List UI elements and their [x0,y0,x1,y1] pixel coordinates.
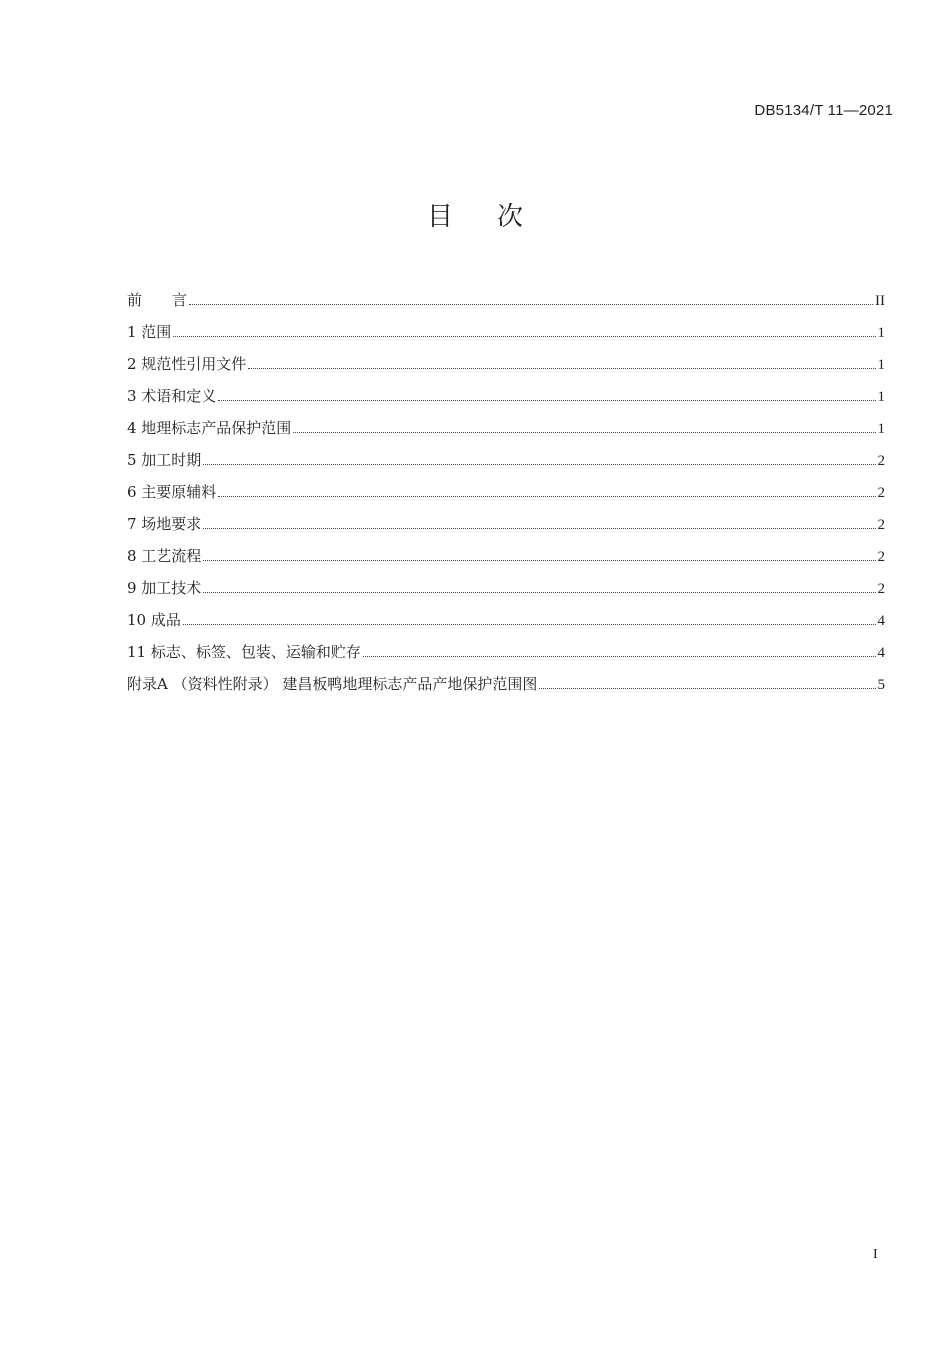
page-number: I [873,1247,878,1262]
toc-entry-page: 2 [877,453,885,469]
toc-entry[interactable] [127,374,885,406]
dot-leader [203,528,875,529]
toc-entry-label: 2 规范性引用文件 [127,355,247,373]
dot-leader [293,432,875,433]
toc-entry-page: 4 [877,645,885,661]
dot-leader [539,688,875,689]
toc-entry-page: 2 [877,485,885,501]
toc-entry-label: 7 场地要求 [127,515,202,533]
toc-entry[interactable] [127,438,885,470]
toc-entry-label: 5 加工时期 [127,451,202,469]
dot-leader [218,496,875,497]
toc-entry[interactable] [127,662,885,694]
toc-entry[interactable] [127,278,885,310]
toc-entry-label: 附录A （资料性附录） 建昌板鸭地理标志产品产地保护范围图 [127,675,538,693]
toc-entry-label: 前 言 [127,291,188,309]
toc-entry-label: 4 地理标志产品保护范围 [127,419,292,437]
toc-entry[interactable] [127,566,885,598]
toc-entry-page: 1 [877,325,885,341]
dot-leader [203,464,875,465]
toc-entry[interactable] [127,502,885,534]
toc-entry-page: 5 [877,677,885,693]
toc-entry[interactable] [127,342,885,374]
toc-entry[interactable] [127,598,885,630]
page-title: 目次 [426,202,567,232]
dot-leader [189,304,873,305]
toc-entry-label: 9 加工技术 [127,579,202,597]
toc-entry-page: 1 [877,357,885,373]
toc-entry[interactable] [127,534,885,566]
toc-entry-label: 3 术语和定义 [127,387,217,405]
toc-entry-page: II [875,293,885,309]
dot-leader [363,656,876,657]
toc-entry[interactable] [127,630,885,662]
toc-entry[interactable] [127,470,885,502]
toc-entry-label: 11 标志、标签、包装、运输和贮存 [127,643,361,661]
dot-leader [248,368,875,369]
toc-entry-page: 4 [877,613,885,629]
dot-leader [203,592,875,593]
toc-entry-label: 8 工艺流程 [127,547,202,565]
toc-entry-label: 1 范围 [127,323,172,341]
dot-leader [203,560,875,561]
toc-entry-page: 2 [877,581,885,597]
toc-entry-page: 1 [877,421,885,437]
toc-entry-page: 1 [877,389,885,405]
toc-entry-label: 10 成品 [127,611,181,629]
dot-leader [173,336,875,337]
toc-entry-page: 2 [877,517,885,533]
toc-entry[interactable] [127,310,885,342]
table-of-contents [127,278,885,694]
toc-entry[interactable] [127,406,885,438]
dot-leader [218,400,875,401]
standard-code: DB5134/T 11—2021 [754,102,893,119]
toc-entry-page: 2 [877,549,885,565]
toc-entry-label: 6 主要原辅料 [127,483,217,501]
dot-leader [183,624,876,625]
